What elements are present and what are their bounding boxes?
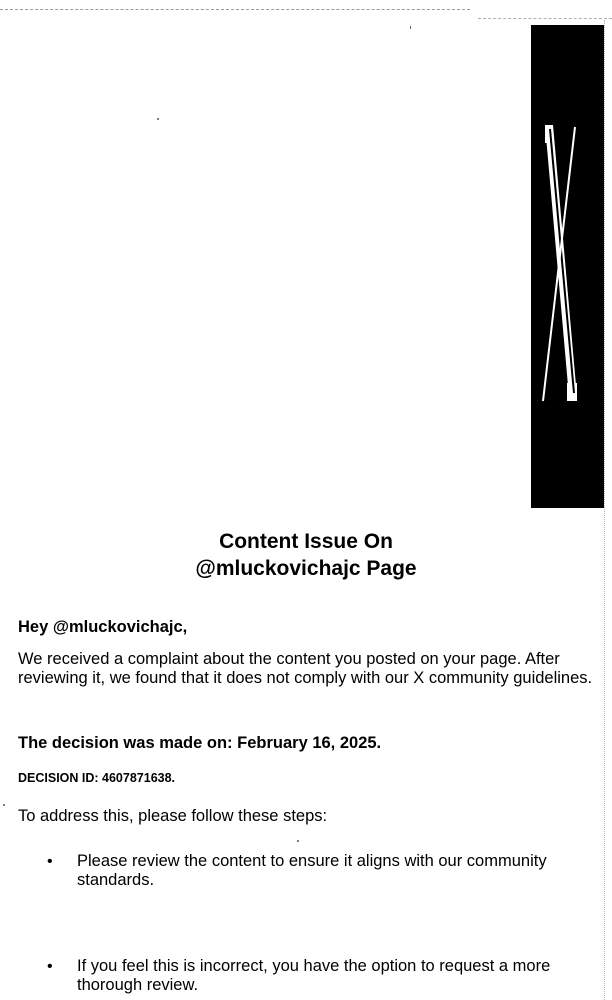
decision-date: The decision was made on: February 16, 2025.: [18, 734, 382, 752]
steps-intro: To address this, please follow these steps:: [18, 807, 328, 825]
page-title: [0, 528, 612, 582]
complaint-paragraph: We received a complaint about the content you posted on your page. After reviewing it, we found that it does not comply with our X community guidelines.: [18, 650, 593, 687]
step-text: If you feel this is incorrect, you have the option to request a more thorough review.: [77, 957, 551, 994]
scan-edge-line: [604, 20, 605, 1000]
scan-speck: [297, 840, 299, 842]
page-title-line-1: Content Issue On: [219, 530, 393, 553]
step-text: Please review the content to ensure it aligns with our community standards.: [77, 852, 547, 889]
scan-edge-line: [478, 18, 612, 19]
page-title-line-2: @mluckovichajc Page: [195, 557, 417, 580]
scan-speck: [410, 26, 411, 29]
scan-speck: [3, 804, 5, 806]
x-logo-banner: [531, 25, 604, 508]
scan-edge-line: [0, 9, 470, 10]
decision-id: DECISION ID: 4607871638.: [18, 771, 176, 785]
greeting: Hey @mluckovichajc,: [18, 618, 188, 636]
bullet-icon: •: [47, 958, 53, 975]
bullet-icon: •: [47, 853, 53, 870]
x-logo-icon: [531, 25, 604, 508]
scan-speck: [157, 118, 159, 120]
